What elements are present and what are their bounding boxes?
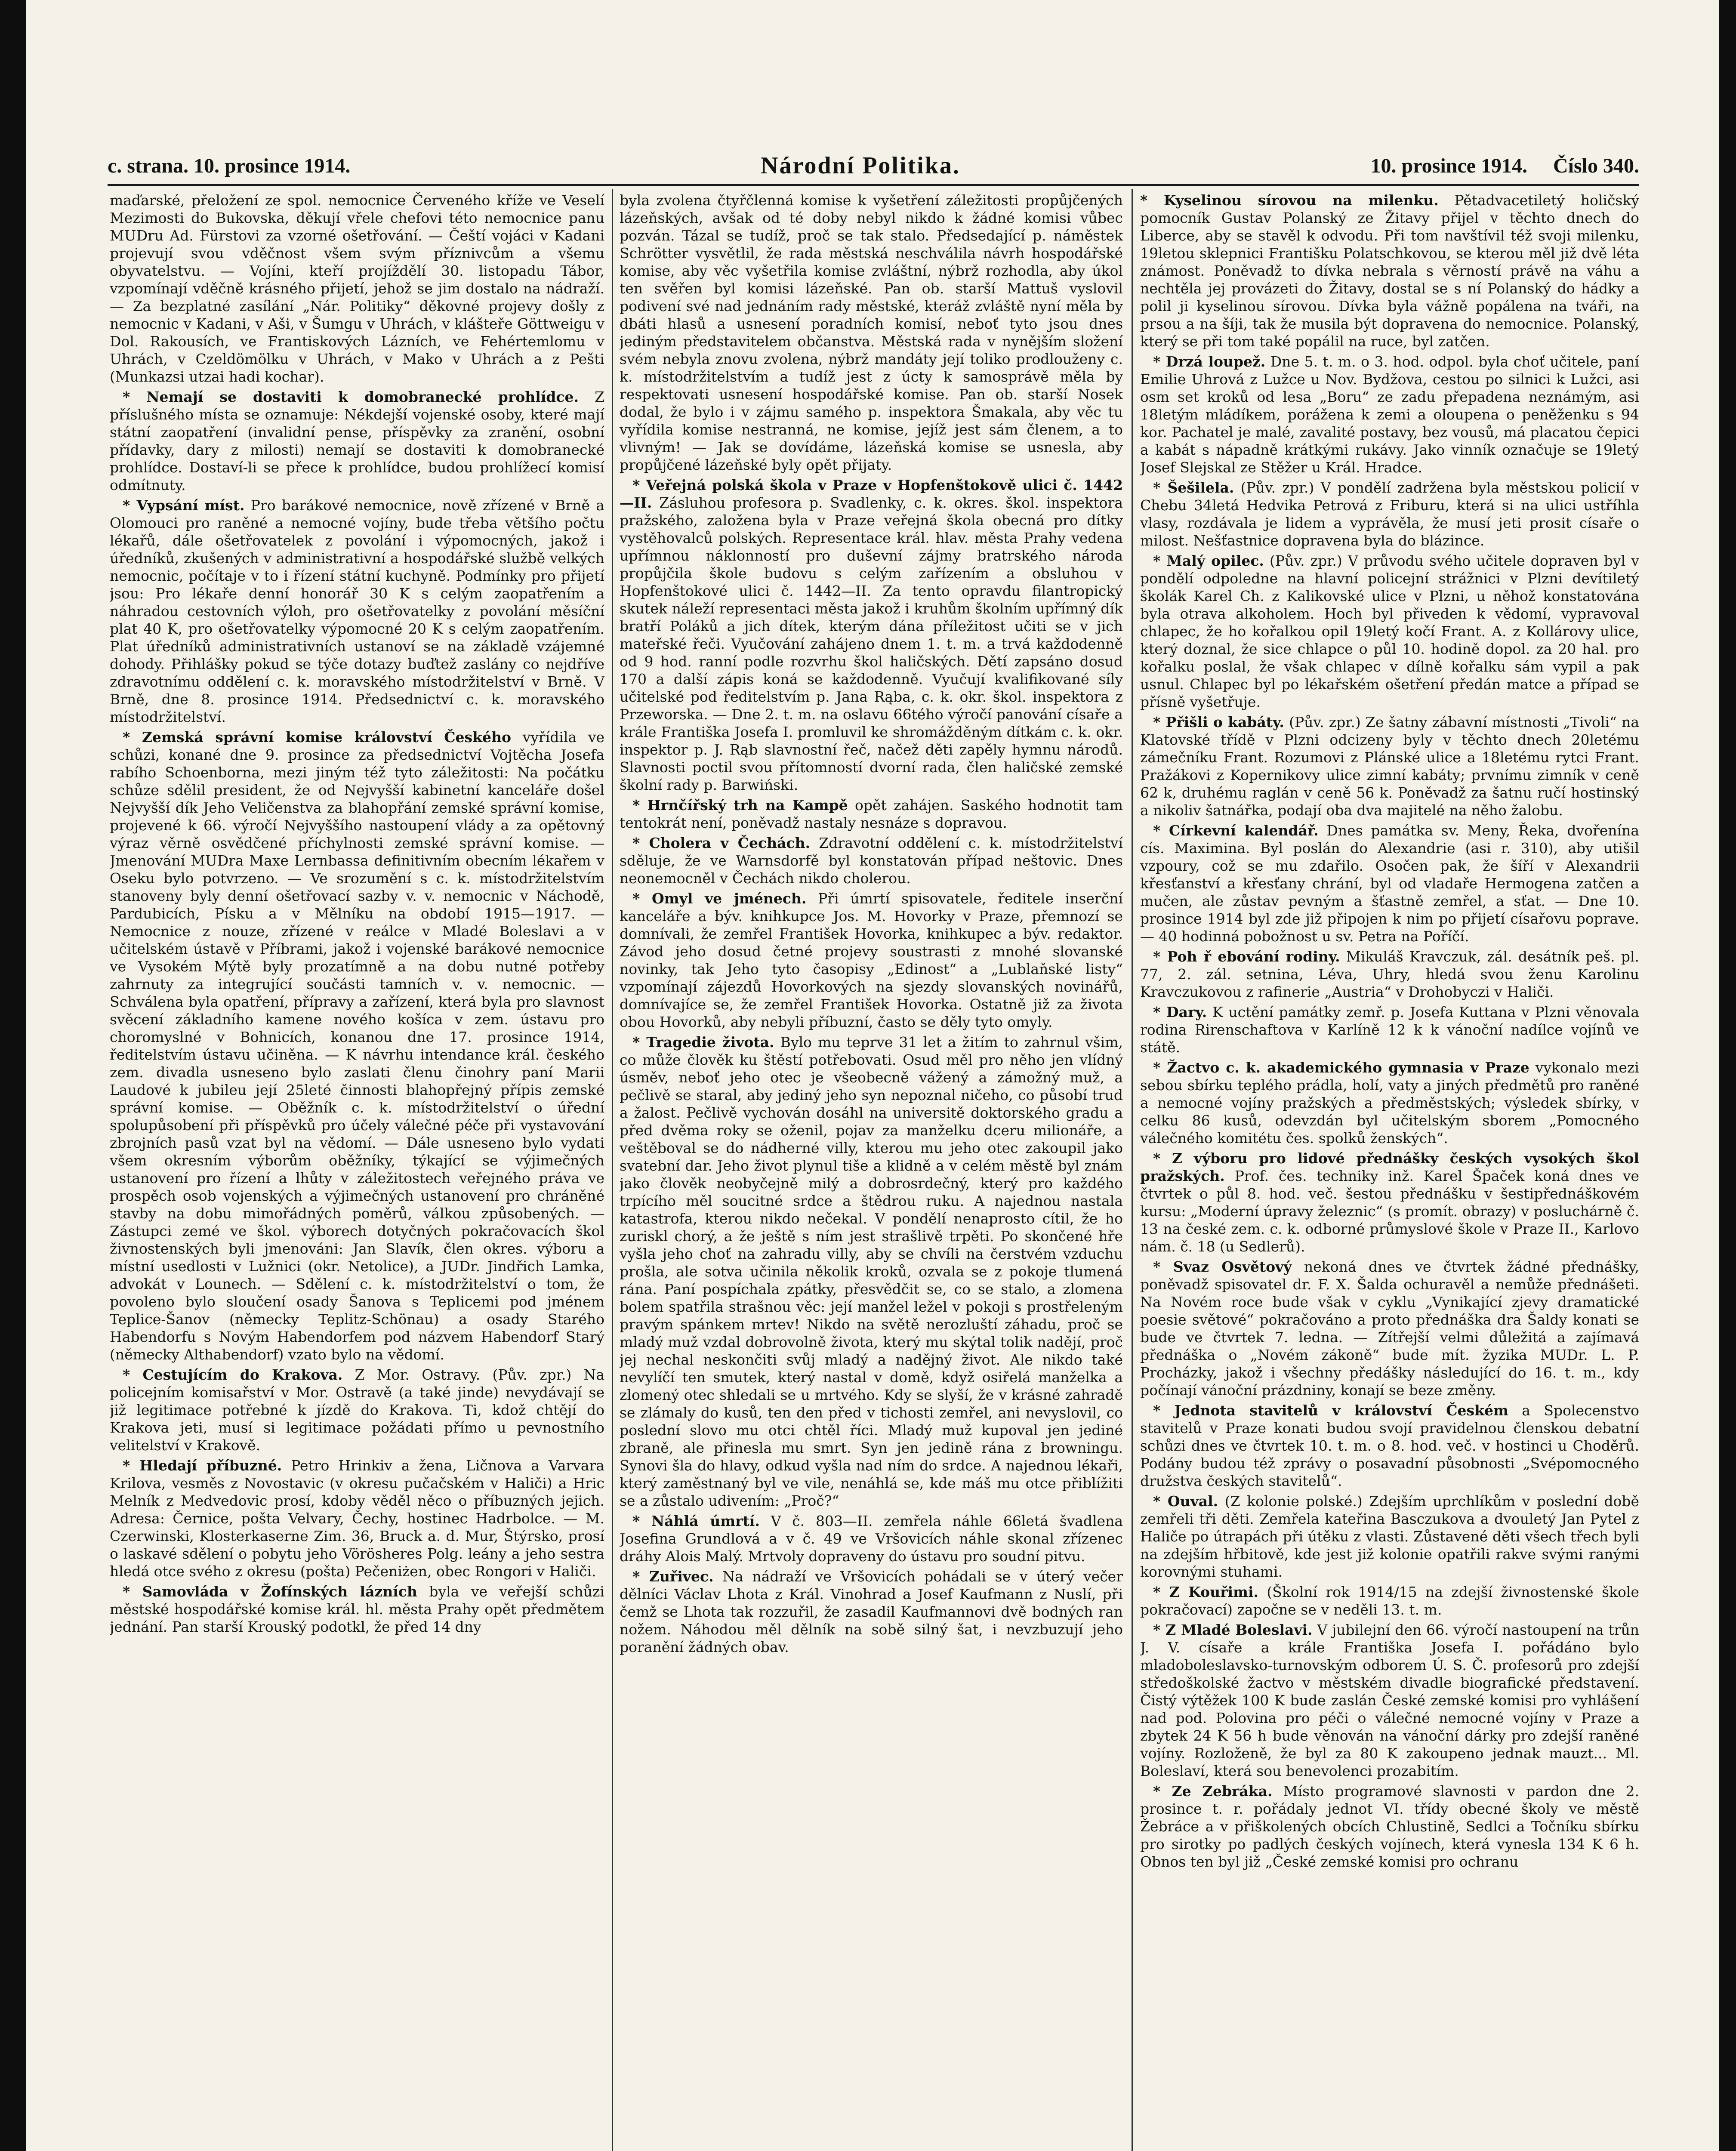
article-headline: * Zuřivec. <box>632 1568 714 1585</box>
issue-number: Číslo 340. <box>1553 154 1639 177</box>
article-paragraph <box>620 1033 1123 1510</box>
masthead: Národní Politika. <box>761 152 960 179</box>
page-header <box>108 148 1639 183</box>
column-divider <box>612 189 613 2151</box>
article-text: (Z kolonie polské.) Zdejším uprchlíkům v poslední době zemřeli tři děti. Zemřela kateřina Basczukova a dvouletý Jan Pytel z Haliče po útrapách při útěku z vlasti. Zůstavené děti všech třech byli na zdejším hřbitově, kde jest již kolonie opatřili rakve svými ranými korovnými stuhami. <box>1140 1493 1639 1580</box>
article-text: a Spolecenstvo stavitelů v Praze konati budou svojí pravidelnou členskou debatní schůzi dnes ve čtvrtek 10. t. m. o 8. hod. več. v hostinci u Choděrů. Podány budou též zprávy o posavadní působnosti „Svépomocného družstva českých stavitelů“. <box>1140 1402 1639 1489</box>
article-headline: * Církevní kalendář. <box>1153 822 1319 839</box>
article-paragraph <box>1140 1621 1639 1780</box>
article-headline: * Poh ř ebování rodiny. <box>1153 948 1340 965</box>
article-headline: * Náhlá úmrtí. <box>632 1513 760 1529</box>
article-paragraph <box>110 1457 604 1580</box>
article-paragraph <box>110 191 604 385</box>
column-divider <box>1132 189 1133 2151</box>
article-paragraph <box>1140 353 1639 476</box>
article-text: (Školní rok 1914/15 na zdejší živnostenské škole pokračovací) započne se v neděli 13. t. m. <box>1140 1584 1639 1618</box>
article-headline: * Svaz Osvětový <box>1153 1258 1292 1275</box>
article-paragraph <box>1140 1258 1639 1399</box>
article-text: Petro Hrinkiv a žena, Ličnova a Varvara Krilova, vesměs z Novostavic (v okresu pučačském v Haliči) a Hric Melník z Medvedovic prosí, kdoby věděl něco o příbuzných jejich. Adresa: Černice, pošta Velvary, Čechy, hostinec Hadrbolce. — M. Czerwinski, Klosterkaserne Zim. 36, Bruck a. d. Mur, Štýrsko, prosí o laskavé sdělení o pobytu jeho Vörösheres Polg. leány a jeho sestra hledá otce svého z okresu (pošta) Pečeniżen, obec Rongori v Haliči. <box>110 1457 604 1580</box>
article-text: byla zvolena čtyřčlenná komise k vyšetření záležitosti propůjčených lázeňských, avšak od té doby nebyl nikdo k žádné komisi vůbec pozván. Tázal se tudíž, proč se tak stalo. Předsedající p. náměstek Schrötter vysvětlil, že rada městská neschválila návrh hospodářské komise, aby věc vyšetřila komise zvláštní, nýbrž rozhodla, aby úkol ten svěřen byl komisi lázeňské. Pan ob. starší Mattuš vyslovil podivení své nad jednáním rady městské, kteráž zvláště nyní měla by dbáti hlasů a usnesení poradních komisí, neboť tyto jsou dnes jediným představitelem občanstva. Městská rada v nynějším složení svém nebyla znovu zvolena, nýbrž mandáty její toliko prodlouženy c. k. místodržitelstvím a tudíž jest z úcty k samosprávě měla by respektovati usnesení hospodářské komise. Pan ob. starší Nosek dodal, že bylo i v zájmu samého p. inspektora Šmakala, aby věc tu vyřídila komise nestranná, ne komise, jejíž jest sám členem, a to vlivným! — Jak se dovídáme, lázeňská komise se usnesla, aby propůjčené lázeňské byly opět přijaty. <box>620 192 1123 473</box>
article-paragraph <box>1140 1149 1639 1255</box>
article-headline: * Drzá loupež. <box>1153 353 1266 370</box>
article-headline: * Šešilela. <box>1153 479 1234 496</box>
article-paragraph <box>1140 948 1639 1001</box>
article-paragraph <box>1140 552 1639 711</box>
article-paragraph <box>1140 191 1639 350</box>
article-headline: * Tragedie života. <box>632 1034 774 1051</box>
article-text: Zdravotní oddělení c. k. místodržitelství sděluje, že ve Warnsdorfě byl konstatován případ neštovic. Dnes neonemocněl v Čechách nikdo cholerou. <box>620 835 1123 887</box>
column-3 <box>1140 191 1639 2151</box>
article-paragraph <box>1140 479 1639 549</box>
article-text: K uctění památky zemř. p. Josefa Kuttana v Plzni věnovala rodina Rirenschaftova v Karlíně 12 k k vánoční nadílce vojínů ve státě. <box>1140 1004 1639 1056</box>
article-paragraph <box>620 890 1123 1031</box>
article-text: Z Mor. Ostravy. (Pův. zpr.) Na policejním komisařství v Mor. Ostravě (a také jinde) nevydávají se již legitimace potřebné k jízdě do Krakova. Ti, kdož chtějí do Krakova jeti, musí si legitimace požádati přímo u pevnostního velitelství v Krakově. <box>110 1366 604 1454</box>
article-headline: * Ouval. <box>1153 1493 1218 1510</box>
article-paragraph <box>110 388 604 494</box>
article-text: (Pův. zpr.) Ze šatny zábavní místnosti „Tivoli“ na Klatovské třídě v Plzni odcizeny byly v těchto dnech 20letému zámečníku Frant. Rozumovi z Plánské ulice a 18letému rytci Frant. Pražákovi z Kopernikovy ulice zimní kabáty; prvnímu zimník v ceně 62 k, druhému raglán v ceně 56 k. Poněvadž za šatnu ručí hostinský a nikoliv šatnářka, podají oba dva majitelé na něho žalobu. <box>1140 714 1639 819</box>
article-paragraph <box>1140 1402 1639 1490</box>
article-paragraph <box>1140 1782 1639 1871</box>
article-paragraph <box>620 796 1123 832</box>
article-headline: * Z výboru pro lidové přednášky českých vysokých škol pražských. <box>1140 1150 1639 1184</box>
scan-border-left <box>0 0 26 2151</box>
article-paragraph <box>1140 1583 1639 1618</box>
article-text: Při úmrtí spisovatele, ředitele inserční kanceláře a býv. knihkupce Jos. M. Hovorky v Praze, přemnozí se domnívali, že zemřel František Hovorka, knihkupec a býv. redaktor. Závod jeho dosud četné projevy soustrasti z mnohé slovanské novinky, tak Jeho tyto časopisy „Edinost“ a „Lublaňské listy“ vzpomínají zájezdů Hovorkových na sjezdy slovanských novinářů, domnívajíce se, že zemřel František Hovorka. Ostatně již za života obou Hovorků, aby nebyli příbuzní, často se děly tyto omyly. <box>620 890 1123 1030</box>
article-headline: * Žactvo c. k. akademického gymnasia v Praze <box>1153 1059 1529 1076</box>
article-headline: * Zemská správní komise království Českého <box>123 729 511 746</box>
article-headline: * Nemají se dostaviti k domobranecké prohlídce. <box>123 388 579 405</box>
article-text: vykonalo mezi sebou sbírku teplého prádla, holí, vaty a jiných předmětů pro raněné a nemocné vojíny pražských a předměstských; výsledek sbírky, v celku 86 kusů, odevzdán byl učitelským sborem „Pomocného válečného komitétu čes. spolků ženských“. <box>1140 1059 1639 1146</box>
article-headline: * Samovláda v Žofínských lázních <box>123 1583 417 1600</box>
article-headline: * Cholera v Čechách. <box>632 835 811 851</box>
article-paragraph <box>110 1366 604 1454</box>
article-text: maďarské, přeložení ze spol. nemocnice Červeného kříže ve Veselí Mezimosti do Bukovska, děkují vřele chefovi této nemocnice panu MUDru Ad. Fürstovi za vzorné ošetřování. — Čeští vojáci v Kadani projevují svou vděčnost všem svým příznivcům a všemu obyvatelstvu. — Vojíni, kteří projíždělí 30. listopadu Tábor, vzpomínají vděčně krásného přijetí, jehož se jim dostalo na nádraží. — Za bezplatné zasílání „Nár. Politiky“ děkovné projevy došly z nemocnic v Kadani, v Aši, v Šumgu v Uhrách, v klášteře Göttweigu v Dol. Rakousích, ve Frantiskových Lázních, ve Fehértemlomu v Uhrách, v Czeldömölku v Uhrách, v Mako v Uhrách a z Pešti (Munkazsi utzai hadi kochar). <box>110 192 604 385</box>
article-paragraph <box>1140 713 1639 819</box>
article-headline: * Ze Zebráka. <box>1153 1783 1273 1800</box>
article-headline: * Vypsání míst. <box>123 497 245 514</box>
article-headline: * Hrnčířský trh na Kampě <box>632 797 848 814</box>
article-text: vyřídila ve schůzi, konané dne 9. prosince za předsednictví Vojtěcha Josefa rabího Schoenborna, mezi jiným též tyto záležitosti: Na počátku schůze sdělil president, že od Nejvyšší kabinetní kanceláře došel Nejvyšší dík Jeho Veličenstva za blahopřání zemské správní komise, projevené k 66. výročí Nejvyššího nastoupení vlády a za opětovný výraz věrně osvědčené příchylnosti zemské správní komise. — Jmenování MUDra Maxe Lernbassa definitivním obecním lékařem v Oseku bylo potvrzeno. — Ve srozumění s c. k. místodržitelstvím stanoveny byly denní ošetřovací sazby v. v. nemocnic v Náchodě, Pardubicích, Písku a v Mělníku na období 1915—1917. — Nemocnice z nouze, zřízené v reálce v Mladé Boleslavi a v učitelském ústavě v Příbrami, jakož i vojenské barákové nemocnice ve Vysokém Mýtě byly prozatímně a na dobu nutné potřeby zahrnuty za integrující součásti tamních v. v. nemocnic. — Schválena byla opatření, přípravy a zařízení, která byla pro slavnost svěcení základního kamene nového košíca v zem. ústavu pro choromyslné v Bohnicích, konanou dne 17. prosince 1914, ředitelstvím ústavu učiněna. — K návrhu intendance král. českého zem. divadla usneseno bylo zaslati členu činohry paní Marii Laudové k jubileu její 25leté činnosti blahopřejný přípis zemské správní komise. — Oběžník c. k. místodržitelství o úřední spolupůsobení při příspěvků pro účely válečné péče při vystavování zbrojních pasů vzat byl na vědomí. — Dále usneseno bylo vydati všem okresním výborům oběžníky, týkající se výjimečných ustanovení pro řízení a lhůty v záležitostech veřejného práva ve prospěch osob vojenských a výjimečných ustanovení pro chráněné stavby na dobu mimořádných poměrů, válkou způsobených. — Zástupci zemé ve škol. výborech dotyčných pokračovacích škol živnostenských byli jmenováni: Jan Slavík, člen okres. výboru a místní usedlosti v Lužnici (okr. Netolice), a JUDr. Jindřich Lamka, advokát v Lounech. — Sdělení c. k. místodržitelství o tom, že povoleno bylo sloučení osady Šanova s Teplicemi pod jménem Teplice-Šanov (německy Teplitz-Schönau) a osady Starého Habendorfu s Novým Habendorfem pod názvem Habendorf Starý (německy Althabendorf) vzato bylo na vědomí. <box>110 729 604 1363</box>
article-text: Na nádraží ve Vršovicích pohádali se v úterý večer dělníci Václav Lhota z Král. Vinohrad a Josef Kaufmann z Nuslí, při čemž se Lhota tak rozzuřil, že zasadil Kaufmannovi dvě bodných ran nožem. Náhodou měl dělník na sobě silný šat, i nevzbuzují jeho poranění žádných obav. <box>620 1568 1123 1655</box>
article-text: V jubilejní den 66. výročí nastoupení na trůn J. V. císaře a krále Františka Josefa I. pořádáno bylo mladoboleslavsko-turnovským odborem Ú. S. Č. profesorů pro zdejší středoškolské žactvo v městském divadle biografické představení. Čistý výtěžek 100 K bude zaslán České zemské komisi pro vyhlášení nad pod. Polovina pro péči o válečné nemocné vojíny v Praze a zbytek 24 K 56 h bude věnován na vánoční dárky pro zdejší raněné vojíny. Rozloženě, že byl za 80 K zakoupeno jednak mauzt... Ml. Boleslaví, která sou benevolenci prozabitím. <box>1140 1621 1639 1779</box>
column-1 <box>110 191 604 2151</box>
scan-border-right <box>1719 0 1736 2151</box>
article-text: (Pův. zpr.) V průvodu svého učitele dopraven byl v pondělí odpoledne na hlavní policejní strážnici v Plzni devítiletý školák Karel Ch. z Kalikovské ulice v Plzni, u něhož konstatována byla otrava alkoholem. Hoch byl přiveden k vědomí, vypravoval chlapec, že ho kořalkou opil 19letý kočí Frant. A. z Kollárovy ulice, který doznal, že sice chlapce o půl 10. hodině dopol. za 20 hal. pro kořalku poslal, že však chlapec v dílně kořalku sám vypil a pak usnul. Chlapec byl po lékařském ošetření předán matce a případ se přísně vyšetřuje. <box>1140 552 1639 710</box>
article-paragraph <box>620 1568 1123 1656</box>
article-text: Pětadvacetiletý holičský pomocník Gustav Polanský ze Žitavy přijel v těchto dnech do Liberce, aby se stavěl k odvodu. Při tom navštívil též svoji milenku, 19letou sklepnici Františku Polatschkovou, se kterou měl již dvě léta známost. Poněvadž to dívka nebrala s věrností právě na váhu a nechtěla jej provázeti do Žitavy, dostal se s ní Polanský do hádky a polil ji kyselinou sírovou. Dívka byla vážně popálena na tváři, na prsou a na šíji, tak že musila být dopravena do nemocnice. Polanský, který se při tom také popálil na ruce, byl zatčen. <box>1140 192 1639 350</box>
article-text: Zásluhou profesora p. Svadlenky, c. k. okres. škol. inspektora pražského, založena byla v Praze veřejná škola obecná pro dítky vystěhovalců polských. Representace král. hlav. města Prahy vedena upřímnou náklonností pro duševní zájmy bratrského národa propůjčila škole budovu s celým zařízením a obsluhou v Hopfenštokové ulici č. 1442—II. Za tento opravdu filantropický skutek náleží representaci města jakož i kruhům školním upřímný dík bratří Poláků a jich dítek, kterým dána příležitost učiti se v jich mateřské řeči. Vyučování zahájeno dnem 1. t. m. a trvá každodenně od 9 hod. ranní podle rozvrhu škol haličských. Dětí zapsáno dosud 170 a další zápis koná se každodenně. Vyučují kvalifikované síly učitelské pod ředitelstvím p. Jana Rąba, c. k. okr. škol. inspektora z Przeworska. — Dne 2. t. m. na oslavu 66tého výročí panování císaře a krále Františka Josefa I. promluvil ke shromážděným dítkám c. k. okr. inspektor p. J. Rąb slavnostní řeč, načež děti zapěly hymnu národů. Slavnosti poctil svou přítomností dvorní rada, člen haličské zemské školní rady p. Barwiński. <box>620 494 1123 793</box>
article-paragraph <box>620 476 1123 794</box>
article-headline: * Z Kouřimi. <box>1153 1584 1258 1600</box>
article-text: (Pův. zpr.) V pondělí zadržena byla městskou policií v Chebu 34letá Hedvika Petrová z Friburu, která si na ulici ustříhla vlasy, rozdávala je lidem a vyprávěla, že musí jeti prosit císaře o milost. Nešťastnice dopravena byla do blázince. <box>1140 479 1639 549</box>
article-paragraph <box>1140 822 1639 945</box>
article-text: Bylo mu teprve 31 let a žitím to zahrnul všim, co může člověk ku štěstí potřebovati. Osud měl pro něho jen vlídný úsměv, neboť jeho otec je všeobecně vážený a zámožný muž, a pečlivě se staral, aby jediný jeho syn nepoznal ničeho, co působí trud a žalost. Pečlivě vychován dosáhl na universitě doktorského gradu a před dvěma roky se oženil, pojav za manželku dceru milionáře, a veštěboval se do nádherné villy, kterou mu jeho otec zakoupil jako svatební dar. Jeho život plynul tiše a klidně a v celém městě byl znám jako člověk neobyčejně milý a dobrosrdečný, který pro každého trpícího měl soucitné srdce a štědrou ruku. A najednou nastala katastrofa, kterou nikdo nečekal. V pondělí nenaprosto cítil, že ho zuriskl chorý, a že ještě s ním jest strašlivě trpěti. Po skončené hře vyšla jeho choť na zahradu villy, aby se chvíli na čerstvém vzduchu prošla, ale sotva učinila několik kroků, ozvala se z pokoje tlumená rána. Paní pospíchala zpátky, přesvědčit se, co se stalo, a zlomena bolem spatřila strašnou věc: její manžel ležel v pokoji s prostřeleným pravým spánkem mrtev! Nikdo na světě nerozluští záhadu, proč se mladý muž vzdal dobrovolně života, který mu skýtal tolik nadějí, proč jej nechal neskončiti svůj mladý a nadějný život. Ale nikdo také nevylíčí ten smutek, který nastal v domě, když osiřelá manželka a zlomený otec shledali se u mrtvého. Kdy se slyší, že v krásné zahradě se zlámaly do kusů, ten den před v tichosti zemřel, ani nevyslovil, co poslední slovo mu otci chtěl říci. Mladý muž kupoval jen jediné zbraně, ale přinesla mu smrt. Syn jen jedině rána z browningu. Synovi šla do hlavy, odkud vyšla nad ním do srdce. A najednou lékaři, který zaměstnaný byl ve vile, nenáhlá se, kde máš mu otce přiblížiti se a zůstalo udivením: „Proč?“ <box>620 1034 1123 1509</box>
article-text: opět zahájen. Saského hodnotit tam tentokrát není, poněvadž nastaly nesnáze s dopravou. <box>620 797 1123 831</box>
article-paragraph <box>1140 1059 1639 1147</box>
article-text: Dne 5. t. m. o 3. hod. odpol. byla choť učitele, paní Emilie Uhrová z Lužce u Nov. Bydžova, cestou po silnici k Lužci, asi osm set kroků od lesa „Boru“ ze zadu přepadena neznámým, asi 18letým mládíkem, porážena k zemi a oloupena o peněženku s 94 kor. Pachatel je malé, zavalité postavy, bez vousů, má placatou čepici a kabát s nápadně krátkými rukávy. Jako vinník označuje se 19letý Josef Slejskal ze Stěžer u Král. Hradce. <box>1140 353 1639 476</box>
article-text: Místo programové slavnosti v pardon dne 2. prosince t. r. pořádaly jednot VI. třídy obecné školy ve městě Žebráce a v přiškolených obcích Chlustině, Sedlci a Točníku sbírku pro sirotky po padlých českých vojínech, která vynesla 134 K 6 h. Obnos ten byl již „České zemské komisi pro ochranu <box>1140 1783 1639 1870</box>
article-headline: * Jednota stavitelů v království Českém <box>1153 1402 1508 1419</box>
article-text: nekoná dnes ve čtvrtek žádné přednášky, poněvadž spisovatel dr. F. X. Šalda ochuravěl a nemůže přednášeti. Na Novém roce bude však v cyklu „Vynikající zjevy dramatické poesie světové“ pokračováno a proto přednáška dra Šaldy konati se bude ve čtvrtek 7. ledna. — Zítřejší velmi důležitá a zajímavá přednáška o „Novém zákoně“ bude mít. žyzika MUDr. L. P. Procházky, jakož i všechny předášky následující do 16. t. m., kdy počínají vánoční prázdniny, konají se beze změny. <box>1140 1258 1639 1399</box>
article-paragraph <box>620 1512 1123 1565</box>
article-headline: * Malý opilec. <box>1153 552 1264 569</box>
article-headline: * Přišli o kabáty. <box>1153 714 1284 730</box>
article-paragraph <box>110 496 604 726</box>
article-paragraph <box>620 834 1123 887</box>
page-number: c. strana. 10. prosince 1914. <box>108 154 351 177</box>
article-text: Mikuláš Kravczuk, zál. desátník peš. pl. 77, 2. zál. setnina, Léva, Uhry, hledá svou ženu Karolinu Kravczukovou z rafinerie „Austria“ v Drohobyczi v Haliči. <box>1140 948 1639 1000</box>
article-text: Prof. čes. techniky inž. Karel Špaček koná dnes ve čtvrtek o půl 8. hod. več. šestou přednášku v šestipřednáškovém kursu: „Moderní úpravy železnic“ (s promít. obrazy) v posluchárně č. 13 na české zem. c. k. odborné průmyslové škole v Praze II., Karlovo nám. č. 18 (u Sedlerů). <box>1140 1168 1639 1255</box>
article-paragraph <box>110 1583 604 1636</box>
column-2 <box>620 191 1123 2151</box>
article-headline: * Omyl ve jménech. <box>632 890 807 907</box>
article-headline: * Z Mladé Boleslavi. <box>1153 1621 1313 1638</box>
article-paragraph <box>620 191 1123 474</box>
header-rule <box>108 184 1639 186</box>
article-headline: * Hledají příbuzné. <box>123 1457 282 1474</box>
issue-date: 10. prosince 1914. <box>1370 154 1527 177</box>
header-right <box>1371 154 1639 178</box>
article-text: Pro barákové nemocnice, nově zřízené v Brně a Olomouci pro raněné a nemocné vojíny, bude třeba většího počtu lékařů, dále ošetřovatelek z povolání i výpomocných, jakož i úředníků, zkušených v administrativní a hospodářské službě velkých nemocnic, počítaje v to i řízení státní kuchyně. Podmínky pro přijetí jsou: Pro lékaře denní honorář 30 K s celým zaopatřením a náhradou cestovních výloh, pro ošetřovatelky z povolání měsíční plat 40 K, pro ošetřovatelky výpomocné 20 K s celým zaopatřením. Plat úředníků administrativních ustanoví se na základě vzájemné dohody. Přihlášky pokud se týče dotazy buďtež zaslány co nejdříve zdravotnímu oddělení c. k. moravského místodržitelství v Brně. V Brně, dne 8. prosince 1914. Předsednictví c. k. moravského místodržitelství. <box>110 497 604 725</box>
article-text: Z příslušného místa se oznamuje: Nékdejší vojenské osoby, které mají státní zaopatření (invalidní pense, příspěvky za zranění, osobní přídavky, dary z milosti) nemají se dostaviti k domobranecké prohlídce. Dostaví-li se přece k prohlídce, budou prohlížecí komisí odmítnuty. <box>110 388 604 493</box>
article-paragraph <box>1140 1003 1639 1056</box>
article-text: V č. 803—II. zemřela náhle 66letá švadlena Josefina Grundlová a v č. 49 ve Vršovicích náhle skonal zřízenec dráhy Alois Malý. Mrtvoly dopraveny do ústavu pro soudní pitvu. <box>620 1513 1123 1565</box>
article-headline: * Kyselinou sírovou na milenku. <box>1140 192 1439 209</box>
article-paragraph <box>1140 1492 1639 1581</box>
article-text: byla ve veřejší schůzi městské hospodářské komise král. hl. města Prahy opět předmětem jednání. Pan starší Krouský podotkl, že před 14 dny <box>110 1583 604 1635</box>
article-headline: * Cestujícím do Krakova. <box>123 1366 343 1383</box>
article-text: Dnes památka sv. Meny, Řeka, dvořenína cís. Maximina. Byl poslán do Alexandrie (asi r. 310), aby utišil vzpoury, což se mu zdařilo. Osočen pak, že šíří v Alexandrii křesťanství a křesťany chrání, byl od vladaře Hermogena zatčen a mučen, ale zůstav pevným a šťastně zemřel, a sťat. — Dne 10. prosince 1914 byl zde již připojen k nim po přijetí císařovu poprave. — 40 hodinná pobožnost u sv. Petra na Poříčí. <box>1140 822 1639 945</box>
article-headline: * Dary. <box>1153 1004 1207 1020</box>
article-paragraph <box>110 728 604 1363</box>
article-headline: * Veřejná polská škola v Praze v Hopfenštokově ulici č. 1442—II. <box>620 477 1123 511</box>
